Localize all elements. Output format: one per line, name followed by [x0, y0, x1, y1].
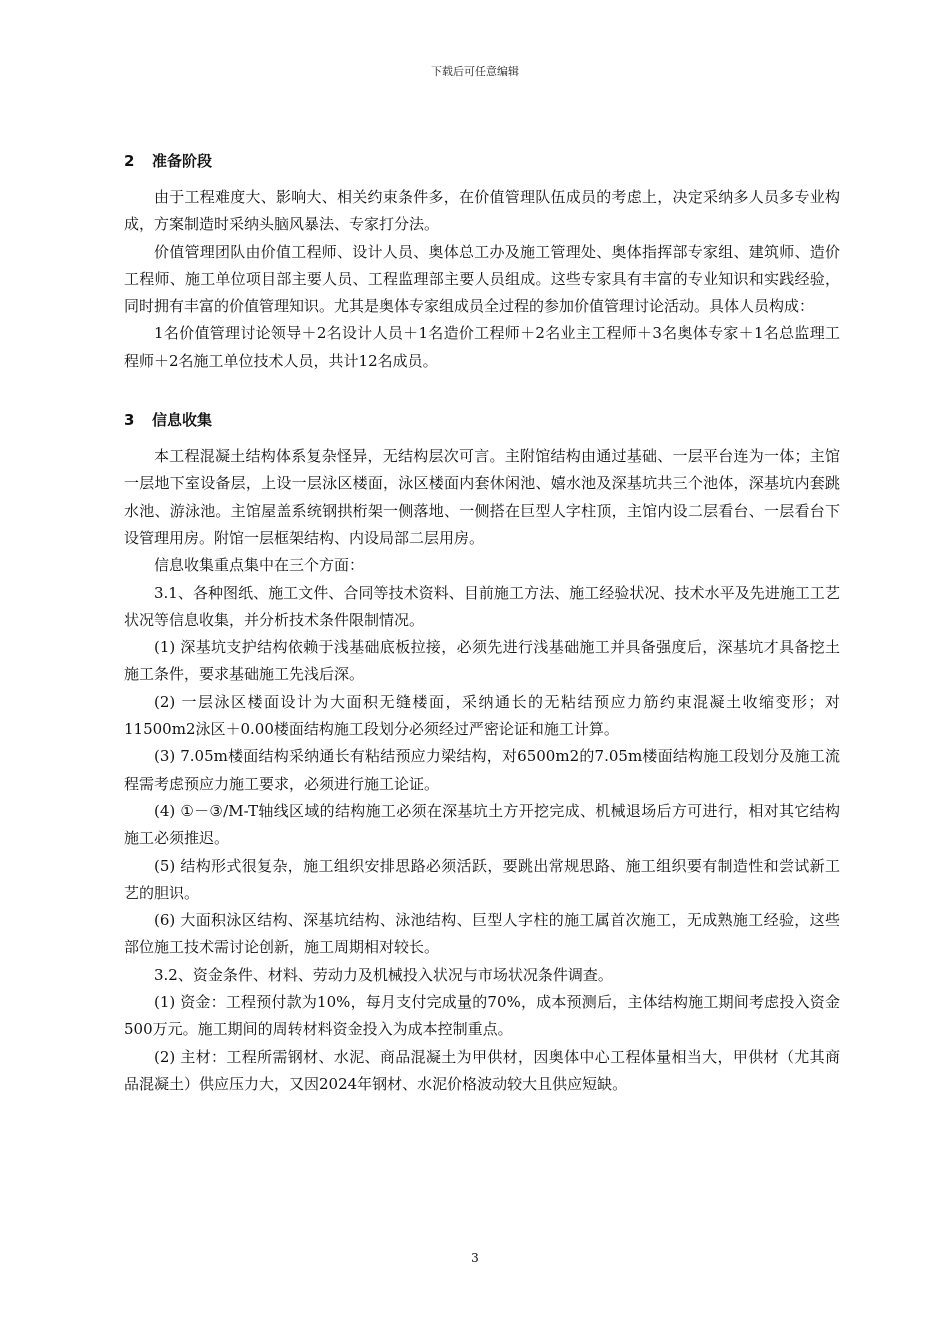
paragraph: 3.1、各种图纸、施工文件、合同等技术资料、目前施工方法、施工经验状况、技术水平及先进施工工艺状况等信息收集，并分析技术条件限制情况。	[124, 583, 840, 629]
paragraph: 价值管理团队由价值工程师、设计人员、奥体总工办及施工管理处、奥体指挥部专家组、建筑师、造价工程师、施工单位项目部主要人员、工程监理部主要人员组成。这些专家具有丰富的专业知识和实践经验，同时拥有丰富的价值管理知识。尤其是奥体专家组成员全过程的参加价值管理讨论活动。具体人员构成：	[124, 242, 840, 316]
paragraph: 信息收集重点集中在三个方面：	[154, 556, 365, 575]
section-number: 3	[124, 411, 135, 430]
paragraph: (4) ①－③/M-T轴线区域的结构施工必须在深基坑土方开挖完成、机械退场后方可进行，相对其它结构施工必须推迟。	[124, 801, 840, 848]
page-header: 下载后可任意编辑	[431, 65, 519, 78]
paragraph: 由于工程难度大、影响大、相关约束条件多，在价值管理队伍成员的考虑上，决定采纳多人员多专业构成，方案制造时采纳头脑风暴法、专家打分法。	[124, 188, 840, 234]
section-title: 准备阶段	[152, 152, 213, 170]
section-title: 信息收集	[152, 411, 213, 430]
section-heading	[124, 411, 840, 429]
paragraph: (1) 深基坑支护结构依赖于浅基础底板拉接，必须先进行浅基础施工并具备强度后，深基坑才具备挖土施工条件，要求基础施工先浅后深。	[124, 638, 840, 684]
section-spacer	[124, 375, 840, 411]
section-number: 2	[124, 152, 135, 170]
section-heading	[124, 152, 840, 170]
paragraph: 3.2、资金条件、材料、劳动力及机械投入状况与市场状况条件调查。	[154, 965, 613, 984]
paragraph: (2) 一层泳区楼面设计为大面积无缝楼面，采纳通长的无粘结预应力筋约束混凝土收缩变形；对11500m2泳区＋0.00楼面结构施工段划分必须经过严密论证和施工计算。	[124, 692, 840, 739]
paragraph: (3) 7.05m楼面结构采纳通长有粘结预应力梁结构，对6500m2的7.05m楼面结构施工段划分及施工流程需考虑预应力施工要求，必须进行施工论证。	[124, 747, 840, 793]
paragraph: (1) 资金：工程预付款为10%，每月支付完成量的70%，成本预测后，主体结构施工期间考虑投入资金500万元。施工期间的周转材料资金投入为成本控制重点。	[124, 993, 840, 1039]
section-information-collection	[124, 411, 840, 1098]
paragraph: (6) 大面积泳区结构、深基坑结构、泳池结构、巨型人字柱的施工属首次施工，无成熟施工经验，这些部位施工技术需讨论创新，施工周期相对较长。	[124, 911, 840, 957]
page-content	[124, 152, 840, 1098]
page-number: 3	[471, 1251, 479, 1265]
paragraph: (5) 结构形式很复杂，施工组织安排思路必须活跃，要跳出常规思路、施工组织要有制造性和尝试新工艺的胆识。	[124, 856, 840, 902]
paragraph: 1名价值管理讨论领导＋2名设计人员＋1名造价工程师＋2名业主工程师＋3名奥体专家＋1名总监理工程师＋2名施工单位技术人员，共计12名成员。	[124, 324, 840, 370]
section-preparation	[124, 152, 840, 375]
paragraph: 本工程混凝土结构体系复杂怪异，无结构层次可言。主附馆结构由通过基础、一层平台连为一体；主馆一层地下室设备层，上设一层泳区楼面，泳区楼面内套休闲池、嬉水池及深基坑共三个池体，深基坑内套跳水池、游泳池。主馆屋盖系统钢拱桁架一侧落地、一侧搭在巨型人字柱顶，主馆内设二层看台、一层看台下设管理用房。附馆一层框架结构、内设局部二层用房。	[124, 447, 840, 547]
paragraph: (2) 主材：工程所需钢材、水泥、商品混凝土为甲供材，因奥体中心工程体量相当大，甲供材（尤其商品混凝土）供应压力大，又因2024年钢材、水泥价格波动较大且供应短缺。	[124, 1047, 840, 1093]
